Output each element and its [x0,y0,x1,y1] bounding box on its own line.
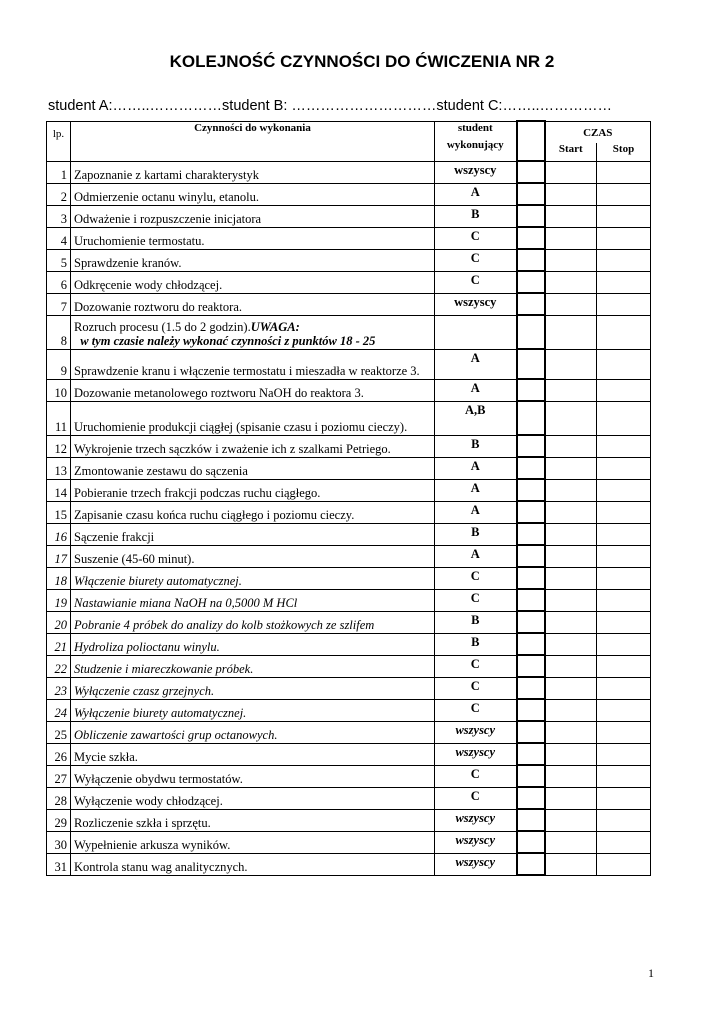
row-action: Odważenie i rozpuszczenie inicjatora [71,205,435,227]
row-number: 18 [47,567,71,589]
row-start-cell [545,831,597,853]
row-check-box [517,349,545,379]
row-student: wszyscy [435,743,517,765]
row-start-cell [545,655,597,677]
row-start-cell [545,479,597,501]
row-action: Wyłączenie obydwu termostatów. [71,765,435,787]
row-student: A [435,379,517,401]
row-action: Uruchomienie produkcji ciągłej (spisanie czasu i poziomu cieczy). [71,401,435,435]
row-start-cell [545,293,597,315]
table-row [47,721,651,743]
row-check-box [517,523,545,545]
row-stop-cell [597,589,651,611]
row-student: wszyscy [435,721,517,743]
row-check-box [517,161,545,183]
row-student: C [435,677,517,699]
row-stop-cell [597,809,651,831]
row-action: Kontrola stanu wag analitycznych. [71,853,435,875]
row-student: B [435,205,517,227]
row-stop-cell [597,787,651,809]
row-start-cell [545,161,597,183]
row-action: Pobieranie trzech frakcji podczas ruchu ciągłego. [71,479,435,501]
table-row [47,379,651,401]
row-student: C [435,589,517,611]
row-check-box [517,271,545,293]
row-stop-cell [597,161,651,183]
row-stop-cell [597,479,651,501]
row-start-cell [545,183,597,205]
row-student: wszyscy [435,809,517,831]
row-action: Zapisanie czasu końca ruchu ciągłego i poziomu cieczy. [71,501,435,523]
row-stop-cell [597,677,651,699]
row-action: Rozliczenie szkła i sprzętu. [71,809,435,831]
row-stop-cell [597,349,651,379]
row-stop-cell [597,249,651,271]
row-check-box [517,655,545,677]
row-student: C [435,249,517,271]
row-action [71,315,435,349]
row-start-cell [545,249,597,271]
row-student: A [435,501,517,523]
row-start-cell [545,315,597,349]
header-action: Czynności do wykonania [71,121,435,161]
row-stop-cell [597,457,651,479]
row-start-cell [545,501,597,523]
table-row [47,183,651,205]
row-check-box [517,853,545,875]
row-action: Odkręcenie wody chłodzącej. [71,271,435,293]
row-action: Odmierzenie octanu winylu, etanolu. [71,183,435,205]
row-start-cell [545,787,597,809]
row-action-warning: UWAGA: [250,319,300,334]
row-number: 10 [47,379,71,401]
page-number: 1 [648,966,654,980]
row-student: A [435,545,517,567]
row-student: C [435,765,517,787]
row-stop-cell [597,853,651,875]
table-row [47,479,651,501]
row-stop-cell [597,271,651,293]
row-student: wszyscy [435,161,517,183]
row-number: 17 [47,545,71,567]
row-action-text: Rozruch procesu (1.5 do 2 godzin). [74,319,251,334]
row-number: 21 [47,633,71,655]
row-action: Dozowanie roztworu do reaktora. [71,293,435,315]
table-row [47,227,651,249]
row-action: Wyłączenie biurety automatycznej. [71,699,435,721]
table-row [47,315,651,349]
row-check-box [517,809,545,831]
table-row [47,161,651,183]
row-number: 30 [47,831,71,853]
row-check-box [517,633,545,655]
row-start-cell [545,349,597,379]
table-row [47,205,651,227]
row-stop-cell [597,721,651,743]
row-number: 8 [47,315,71,349]
row-start-cell [545,809,597,831]
row-student: wszyscy [435,293,517,315]
table-row [47,699,651,721]
row-student: C [435,787,517,809]
row-check-box [517,743,545,765]
table-row [47,457,651,479]
student-names-line: student A:……..……………student B: …………………………student C:……..…………… [48,98,613,114]
row-student: C [435,655,517,677]
row-check-box [517,457,545,479]
row-check-box [517,183,545,205]
row-check-box [517,227,545,249]
row-stop-cell [597,183,651,205]
row-check-box [517,293,545,315]
row-action: Wypełnienie arkusza wyników. [71,831,435,853]
row-student: C [435,227,517,249]
row-number: 22 [47,655,71,677]
row-student: A,B [435,401,517,435]
table-row [47,249,651,271]
row-number: 12 [47,435,71,457]
row-stop-cell [597,633,651,655]
row-number: 3 [47,205,71,227]
row-check-box [517,567,545,589]
row-student [435,315,517,349]
row-stop-cell [597,655,651,677]
row-start-cell [545,721,597,743]
table-row [47,435,651,457]
row-number: 29 [47,809,71,831]
row-check-box [517,765,545,787]
row-start-cell [545,227,597,249]
row-start-cell [545,523,597,545]
row-number: 24 [47,699,71,721]
row-number: 5 [47,249,71,271]
row-action: Dozowanie metanolowego roztworu NaOH do reaktora 3. [71,379,435,401]
row-action: Studzenie i miareczkowanie próbek. [71,655,435,677]
row-stop-cell [597,611,651,633]
row-start-cell [545,611,597,633]
table-row [47,545,651,567]
row-student: A [435,349,517,379]
table-row [47,655,651,677]
row-number: 20 [47,611,71,633]
row-action: Suszenie (45-60 minut). [71,545,435,567]
row-stop-cell [597,501,651,523]
header-lp: lp. [47,121,71,161]
table-row [47,633,651,655]
header-student [435,121,517,161]
row-student: A [435,457,517,479]
row-check-box [517,545,545,567]
row-student: A [435,479,517,501]
row-start-cell [545,271,597,293]
row-stop-cell [597,435,651,457]
row-number: 9 [47,349,71,379]
header-start: Start [545,143,597,161]
row-action: Nastawianie miana NaOH na 0,5000 M HCl [71,589,435,611]
row-action: Włączenie biurety automatycznej. [71,567,435,589]
table-row [47,611,651,633]
row-check-box [517,589,545,611]
row-start-cell [545,205,597,227]
row-start-cell [545,401,597,435]
row-check-box [517,831,545,853]
row-stop-cell [597,523,651,545]
row-stop-cell [597,765,651,787]
table-row [47,523,651,545]
row-student: C [435,567,517,589]
row-action: Wyłączenie wody chłodzącej. [71,787,435,809]
row-stop-cell [597,205,651,227]
table-row [47,765,651,787]
table-row [47,401,651,435]
row-check-box [517,479,545,501]
row-stop-cell [597,401,651,435]
row-start-cell [545,765,597,787]
row-stop-cell [597,831,651,853]
row-action: Wyłączenie czasz grzejnych. [71,677,435,699]
header-student-line2: wykonujący [446,138,504,151]
row-student: B [435,435,517,457]
row-action-note: w tym czasie należy wykonać czynności z punktów 18 - 25 [74,333,376,348]
row-stop-cell [597,743,651,765]
row-action: Zapoznanie z kartami charakterystyk [71,161,435,183]
row-check-box [517,677,545,699]
header-time: CZAS [545,121,651,143]
table-row [47,743,651,765]
table-row [47,271,651,293]
row-action: Sprawdzenie kranu i włączenie termostatu i mieszadła w reaktorze 3. [71,349,435,379]
row-student: C [435,271,517,293]
header-stop: Stop [597,143,651,161]
row-action: Hydroliza polioctanu winylu. [71,633,435,655]
table-row [47,853,651,875]
row-number: 6 [47,271,71,293]
row-number: 1 [47,161,71,183]
row-number: 28 [47,787,71,809]
table-row [47,677,651,699]
row-action: Sprawdzenie kranów. [71,249,435,271]
row-number: 25 [47,721,71,743]
row-stop-cell [597,227,651,249]
row-action: Uruchomienie termostatu. [71,227,435,249]
row-check-box [517,401,545,435]
table-row [47,809,651,831]
row-student: C [435,699,517,721]
row-number: 16 [47,523,71,545]
row-number: 23 [47,677,71,699]
row-number: 31 [47,853,71,875]
table-row [47,567,651,589]
table-row [47,293,651,315]
row-number: 11 [47,401,71,435]
row-start-cell [545,589,597,611]
row-number: 2 [47,183,71,205]
row-check-box [517,721,545,743]
row-start-cell [545,379,597,401]
row-start-cell [545,853,597,875]
row-check-box [517,379,545,401]
row-check-box [517,205,545,227]
row-action: Sączenie frakcji [71,523,435,545]
row-start-cell [545,435,597,457]
table-row [47,501,651,523]
row-check-box [517,435,545,457]
row-action: Wykrojenie trzech sączków i zważenie ich z szalkami Petriego. [71,435,435,457]
document-title: KOLEJNOŚĆ CZYNNOŚCI DO ĆWICZENIA NR 2 [169,52,555,71]
table-row [47,831,651,853]
row-start-cell [545,457,597,479]
row-action: Zmontowanie zestawu do sączenia [71,457,435,479]
row-stop-cell [597,293,651,315]
row-check-box [517,699,545,721]
row-number: 13 [47,457,71,479]
row-check-box [517,501,545,523]
table-row [47,589,651,611]
table-row [47,787,651,809]
row-check-box [517,315,545,349]
row-action: Pobranie 4 próbek do analizy do kolb stożkowych ze szlifem [71,611,435,633]
header-box [517,121,545,161]
header-student-line1: student [457,121,493,134]
row-stop-cell [597,315,651,349]
row-check-box [517,787,545,809]
row-student: B [435,633,517,655]
row-check-box [517,611,545,633]
row-student: wszyscy [435,831,517,853]
row-number: 15 [47,501,71,523]
row-student: wszyscy [435,853,517,875]
row-check-box [517,249,545,271]
row-stop-cell [597,567,651,589]
row-action: Mycie szkła. [71,743,435,765]
row-number: 19 [47,589,71,611]
row-start-cell [545,699,597,721]
row-number: 4 [47,227,71,249]
row-number: 26 [47,743,71,765]
row-student: A [435,183,517,205]
row-start-cell [545,677,597,699]
row-start-cell [545,743,597,765]
row-number: 27 [47,765,71,787]
table-row [47,349,651,379]
row-stop-cell [597,379,651,401]
row-number: 7 [47,293,71,315]
row-action: Obliczenie zawartości grup octanowych. [71,721,435,743]
row-start-cell [545,567,597,589]
row-stop-cell [597,545,651,567]
row-number: 14 [47,479,71,501]
row-student: B [435,523,517,545]
row-student: B [435,611,517,633]
activity-table [46,120,651,876]
row-start-cell [545,545,597,567]
row-stop-cell [597,699,651,721]
row-start-cell [545,633,597,655]
